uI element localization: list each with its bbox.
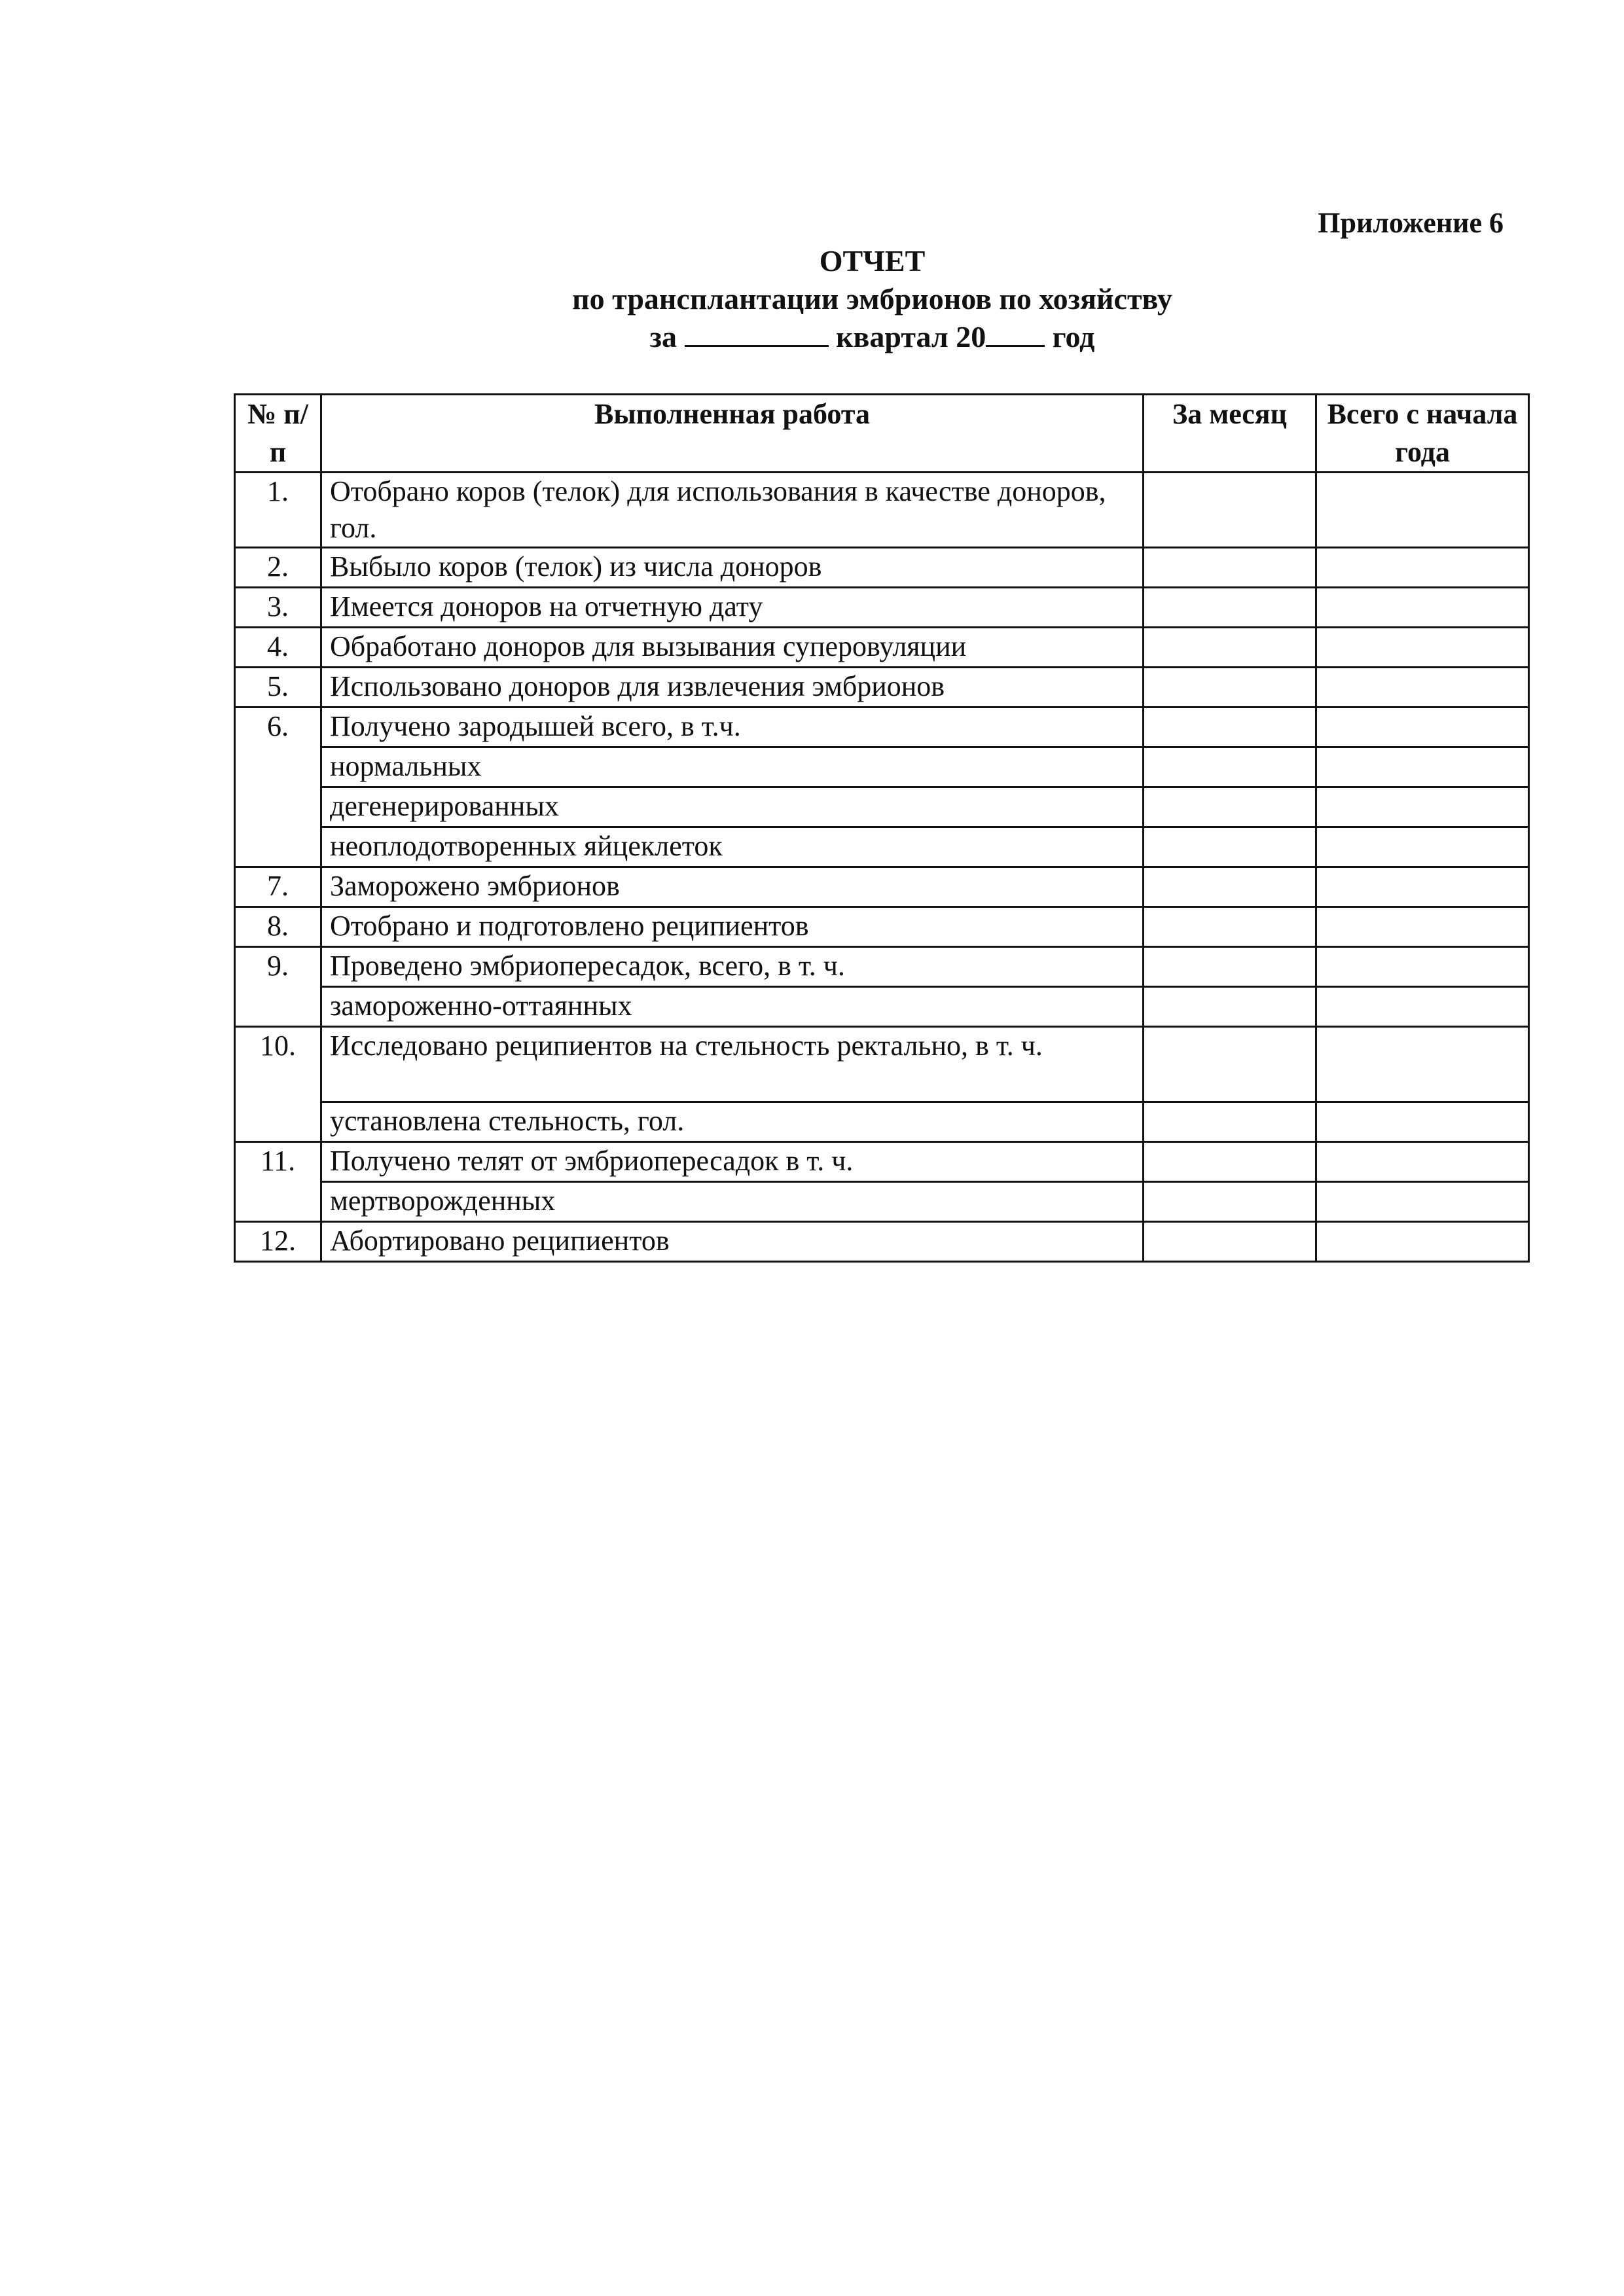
table-row [235,867,1529,907]
row-work: Проведено эмбриопересадок, всего, в т. ч. [321,947,1144,987]
total-cell[interactable] [1316,1142,1529,1182]
table-row [235,473,1529,548]
month-cell[interactable] [1144,867,1316,907]
month-cell[interactable] [1144,787,1316,827]
table-subrow [235,787,1529,827]
table-row [235,668,1529,708]
total-cell[interactable] [1316,907,1529,947]
table-subrow [235,1102,1529,1142]
title-middle: квартал 20 [836,320,986,353]
row-work: Абортировано реципиентов [321,1222,1144,1262]
report-table [234,393,1530,1263]
month-cell[interactable] [1144,827,1316,867]
row-num: 3. [235,588,321,628]
table-row [235,907,1529,947]
table-row [235,947,1529,987]
table-subrow [235,827,1529,867]
row-num: 5. [235,668,321,708]
total-cell[interactable] [1316,787,1529,827]
appendix-label: Приложение 6 [1318,207,1504,239]
row-work: Обработано доноров для вызывания суперовуляции [321,628,1144,668]
title-suffix: год [1052,320,1095,353]
table-row [235,588,1529,628]
row-num: 6. [235,708,321,867]
total-cell[interactable] [1316,1222,1529,1262]
total-cell[interactable] [1316,867,1529,907]
row-sub-work: мертворожденных [321,1182,1144,1222]
table-row [235,708,1529,747]
row-num: 9. [235,947,321,1027]
row-sub-work: неоплодотворенных яйцеклеток [321,827,1144,867]
row-work: Исследовано реципиентов на стельность ректально, в т. ч. [321,1027,1144,1102]
header-work: Выполненная работа [321,395,1144,473]
table-row [235,628,1529,668]
total-cell[interactable] [1316,548,1529,588]
month-cell[interactable] [1144,588,1316,628]
total-cell[interactable] [1316,588,1529,628]
row-sub-work: установлена стельность, гол. [321,1102,1144,1142]
header-total: Всего с начала года [1316,395,1529,473]
table-row [235,1222,1529,1262]
total-cell[interactable] [1316,1182,1529,1222]
month-cell[interactable] [1144,1102,1316,1142]
total-cell[interactable] [1316,947,1529,987]
row-sub-work: нормальных [321,747,1144,787]
row-work: Отобрано и подготовлено реципиентов [321,907,1144,947]
row-num: 1. [235,473,321,548]
row-work: Имеется доноров на отчетную дату [321,588,1144,628]
row-work: Получено зародышей всего, в т.ч. [321,708,1144,747]
month-cell[interactable] [1144,473,1316,548]
table-subrow [235,747,1529,787]
row-num: 10. [235,1027,321,1142]
table-row [235,1027,1529,1102]
title-line-1: ОТЧЕТ [819,244,926,278]
total-cell[interactable] [1316,473,1529,548]
table-subrow [235,1182,1529,1222]
total-cell[interactable] [1316,628,1529,668]
total-cell[interactable] [1316,747,1529,787]
month-cell[interactable] [1144,1027,1316,1102]
row-sub-work: замороженно-оттаянных [321,987,1144,1027]
row-work: Использовано доноров для извлечения эмбрионов [321,668,1144,708]
month-cell[interactable] [1144,1182,1316,1222]
month-cell[interactable] [1144,747,1316,787]
title-line-3 [0,318,1624,356]
row-work: Выбыло коров (телок) из числа доноров [321,548,1144,588]
row-num: 12. [235,1222,321,1262]
year-blank [986,319,1045,347]
total-cell[interactable] [1316,708,1529,747]
month-cell[interactable] [1144,1222,1316,1262]
title-line-2: по трансплантации эмбрионов по хозяйству [572,282,1172,315]
total-cell[interactable] [1316,668,1529,708]
month-cell[interactable] [1144,628,1316,668]
row-num: 2. [235,548,321,588]
table-subrow [235,987,1529,1027]
total-cell[interactable] [1316,1027,1529,1102]
table-row [235,1142,1529,1182]
month-cell[interactable] [1144,548,1316,588]
month-cell[interactable] [1144,947,1316,987]
month-cell[interactable] [1144,708,1316,747]
row-num: 11. [235,1142,321,1222]
total-cell[interactable] [1316,987,1529,1027]
header-num: № п/п [235,395,321,473]
row-sub-work: дегенерированных [321,787,1144,827]
report-title [0,242,1624,356]
header-month: За месяц [1144,395,1316,473]
row-work: Отобрано коров (телок) для использования в качестве доноров, гол. [321,473,1144,548]
total-cell[interactable] [1316,1102,1529,1142]
row-work: Получено телят от эмбриопересадок в т. ч. [321,1142,1144,1182]
row-num: 8. [235,907,321,947]
month-cell[interactable] [1144,1142,1316,1182]
month-cell[interactable] [1144,668,1316,708]
quarter-blank [685,319,829,347]
month-cell[interactable] [1144,907,1316,947]
table-row [235,548,1529,588]
row-num: 4. [235,628,321,668]
row-num: 7. [235,867,321,907]
month-cell[interactable] [1144,987,1316,1027]
total-cell[interactable] [1316,827,1529,867]
row-work: Заморожено эмбрионов [321,867,1144,907]
title-prefix: за [649,320,677,353]
